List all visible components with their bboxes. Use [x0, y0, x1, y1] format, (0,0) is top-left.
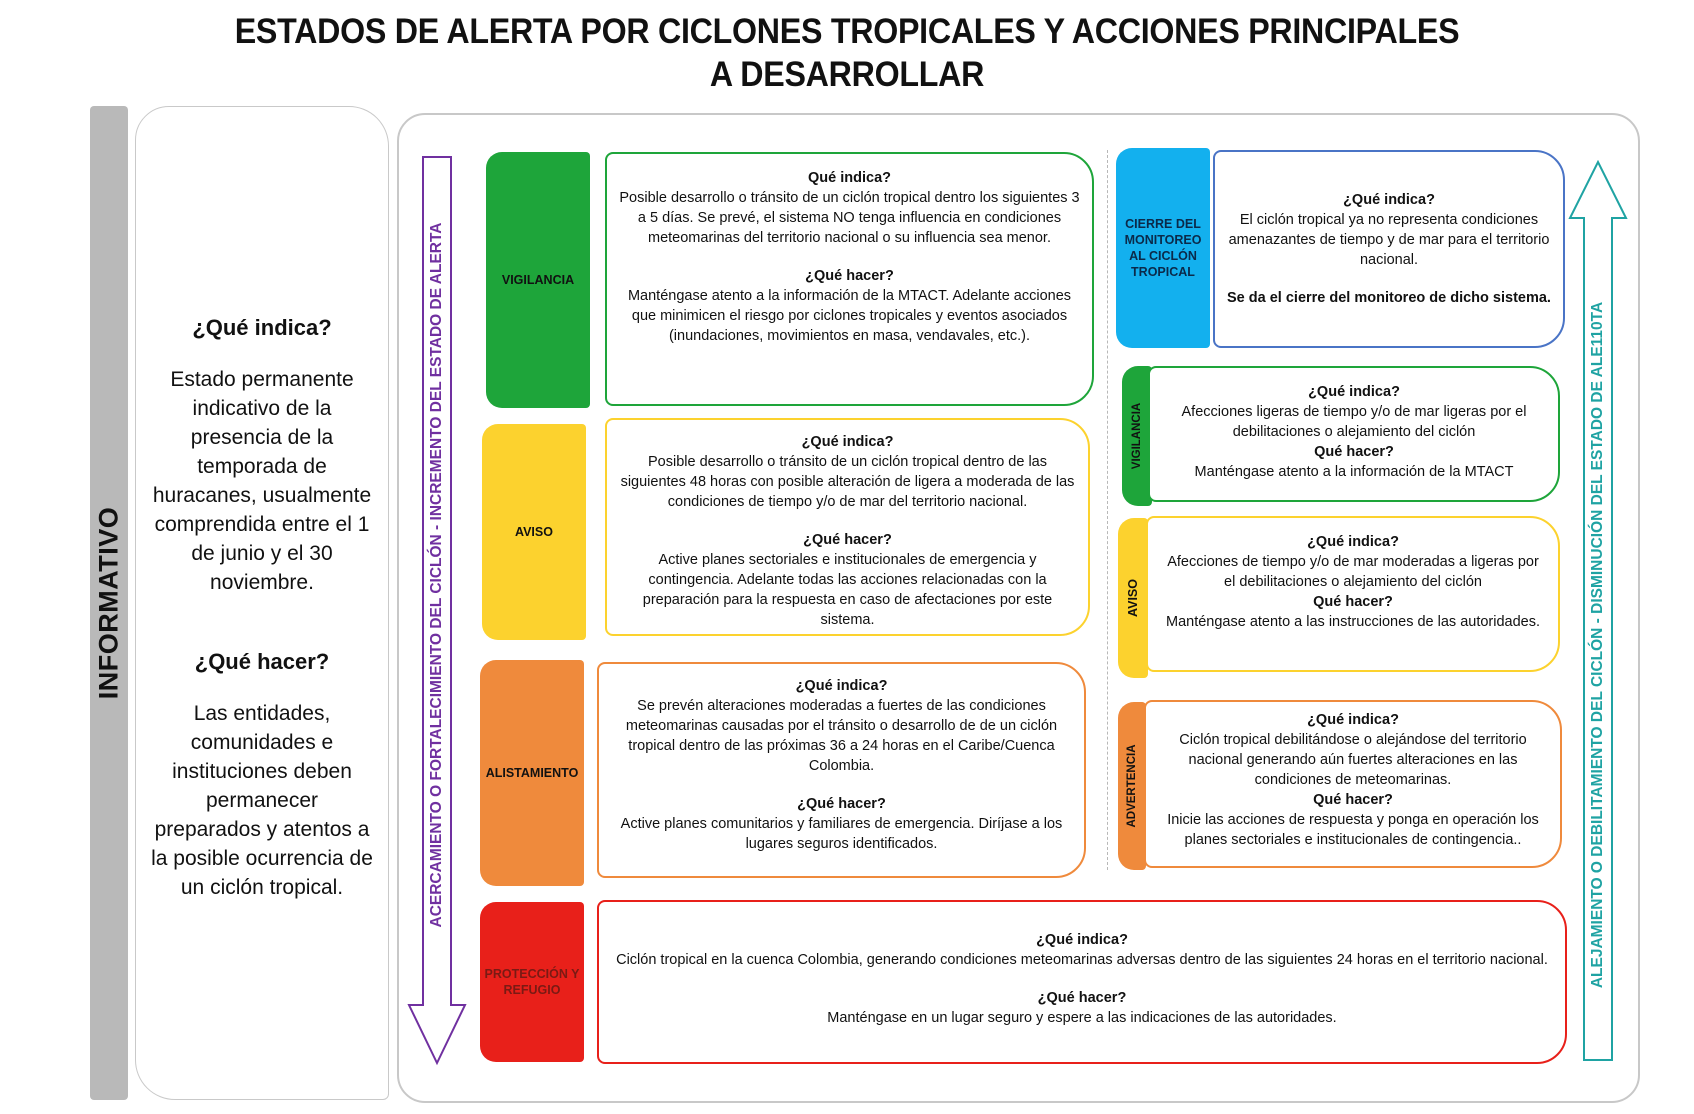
increase-arrow-label-box [405, 155, 469, 995]
state-tab-cierre [1116, 148, 1210, 348]
title-line-1: ESTADOS DE ALERTA POR CICLONES TROPICALES Y ACCIONES PRINCIPALES [234, 12, 1460, 51]
card-text: Afecciones de tiempo y/o de mar moderadas a ligeras por el debilitaciones o alejamiento del ciclón [1167, 554, 1539, 590]
card-text: Active planes sectoriales e institucionales de emergencia y contingencia. Adelante todas las acciones relacionadas con la preparación para la respuesta en caso de afectaciones por este sistema. [642, 552, 1053, 628]
card-text-bold: Se da el cierre del monitoreo de dicho sistema. [1227, 290, 1551, 306]
state-label-proteccion: PROTECCIÓN Y REFUGIO [484, 967, 580, 997]
column-separator [1107, 150, 1108, 870]
state-card-cierre [1213, 150, 1565, 348]
card-text: Manténgase atento a las instrucciones de las autoridades. [1165, 614, 1540, 630]
card-heading: ¿Qué indica? [1343, 192, 1435, 208]
card-text: Ciclón tropical en la cuenca Colombia, generando condiciones meteomarinas adversas dentro de las siguientes 24 horas en el territorio nacional. [616, 952, 1548, 968]
state-card-proteccion [597, 900, 1567, 1064]
informativo-que-hacer-heading: ¿Qué hacer? [194, 649, 330, 674]
card-text: El ciclón tropical ya no representa condiciones amenazantes de tiempo y de mar para el territorio nacional. [1228, 212, 1550, 268]
card-text: Active planes comunitarios y familiares de emergencia. Diríjase a los lugares seguros identificados. [620, 816, 1063, 852]
state-label-cierre: CIERRE DEL MONITOREO AL CICLÓN TROPICAL [1124, 217, 1202, 279]
card-heading: ¿Qué hacer? [1037, 990, 1127, 1006]
state-tab-proteccion [480, 902, 584, 1062]
state-tab-right-aviso [1118, 518, 1148, 678]
card-text: Manténgase atento a la información de la MTACT. Adelante acciones que minimicen el riesgo por ciclones tropicales y eventos asociados (inundaciones, movimientos en masa, vendavales, etc.). [627, 288, 1072, 344]
state-label-aviso: AVISO [515, 525, 553, 539]
card-text: Afecciones ligeras de tiempo y/o de mar ligeras por el debilitaciones o alejamiento del ciclón [1181, 404, 1527, 440]
informativo-box [135, 106, 389, 1100]
card-text: Posible desarrollo o tránsito de un ciclón tropical dentro de las siguientes 48 horas con posible alteración de ligera a moderada de las condiciones de tiempo y/o de mar del territorio nacional. [620, 454, 1075, 510]
state-label-right-advertencia: ADVERTENCIA [1126, 744, 1138, 828]
card-heading: ¿Qué indica? [1036, 932, 1128, 948]
card-heading: ¿Qué indica? [1308, 384, 1400, 400]
card-text: Se prevén alteraciones moderadas a fuertes de las condiciones meteomarinas causadas por el tránsito o desarrollo de de un ciclón tropical dentro de las próximas 36 a 24 horas en el Caribe/Cuenca Colombia. [625, 698, 1058, 774]
card-heading: ¿Qué indica? [801, 434, 894, 450]
card-heading: Qué hacer? [1314, 444, 1394, 460]
state-card-alistamiento [597, 662, 1086, 878]
card-heading: ¿Qué indica? [795, 678, 888, 694]
state-tab-right-advertencia [1118, 702, 1146, 870]
state-tab-alistamiento [480, 660, 584, 886]
card-heading: ¿Qué indica? [1307, 534, 1399, 550]
card-heading: ¿Qué indica? [1307, 712, 1399, 728]
decrease-arrow-label: ALEJAMIENTO O DEBILITAMIENTO DEL CICLÓN - DISMINUCIÓN DEL ESTADO DE ALE110TA [1589, 301, 1606, 989]
title-line-2: A DESARROLLAR [709, 55, 985, 94]
state-label-vigilancia: VIGILANCIA [501, 273, 575, 287]
state-card-aviso [605, 418, 1090, 636]
state-label-right-vigilancia: VIGILANCIA [1131, 402, 1143, 470]
card-heading: ¿Qué hacer? [805, 268, 894, 284]
state-card-right-aviso [1146, 516, 1560, 672]
informativo-text: INFORMATIVO [93, 506, 124, 700]
state-label-right-aviso: AVISO [1126, 579, 1140, 617]
card-heading: ¿Qué hacer? [803, 532, 892, 548]
state-card-right-advertencia [1144, 700, 1562, 868]
card-text: Ciclón tropical debilitándose o alejándose del territorio nacional generando aún fuertes alteraciones en las condiciones de meteomarinas. [1179, 732, 1527, 788]
card-text: Inicie las acciones de respuesta y ponga en operación los planes sectoriales e institucionales de contingencia.. [1167, 812, 1539, 848]
informativo-label [90, 106, 128, 1100]
state-label-alistamiento: ALISTAMIENTO [485, 766, 579, 780]
decrease-arrow-label-box [1566, 230, 1630, 1060]
informativo-que-indica-heading: ¿Qué indica? [192, 315, 332, 340]
state-card-vigilancia [605, 152, 1094, 406]
card-text: Manténgase atento a la información de la MTACT [1194, 464, 1514, 480]
card-heading: Qué hacer? [1313, 594, 1393, 610]
card-text: Manténgase en un lugar seguro y espere a las indicaciones de las autoridades. [827, 1010, 1337, 1026]
informativo-que-indica-text: Estado permanente indicativo de la presencia de la temporada de huracanes, usualmente comprendida entre el 1 de junio y el 30 noviembre. [152, 368, 372, 594]
card-heading: Qué indica? [808, 170, 891, 186]
card-text: Posible desarrollo o tránsito de un ciclón tropical dentro los siguientes 3 a 5 días. Se prevé, el sistema NO tenga influencia en condiciones meteomarinas del territorio nacional o su influencia sea menor. [619, 190, 1080, 246]
state-card-right-vigilancia [1148, 366, 1560, 502]
card-heading: Qué hacer? [1313, 792, 1393, 808]
informativo-que-hacer-text: Las entidades, comunidades e instituciones deben permanecer preparados y atentos a la posible ocurrencia de un ciclón tropical. [151, 702, 373, 899]
page-title [0, 10, 1694, 96]
increase-arrow-label: ACERCAMIENTO O FORTALECIMIENTO DEL CICLÓN - INCREMENTO DEL ESTADO DE ALERTA [428, 222, 445, 928]
state-tab-aviso [482, 424, 586, 640]
state-tab-vigilancia [486, 152, 590, 408]
card-heading: ¿Qué hacer? [797, 796, 886, 812]
